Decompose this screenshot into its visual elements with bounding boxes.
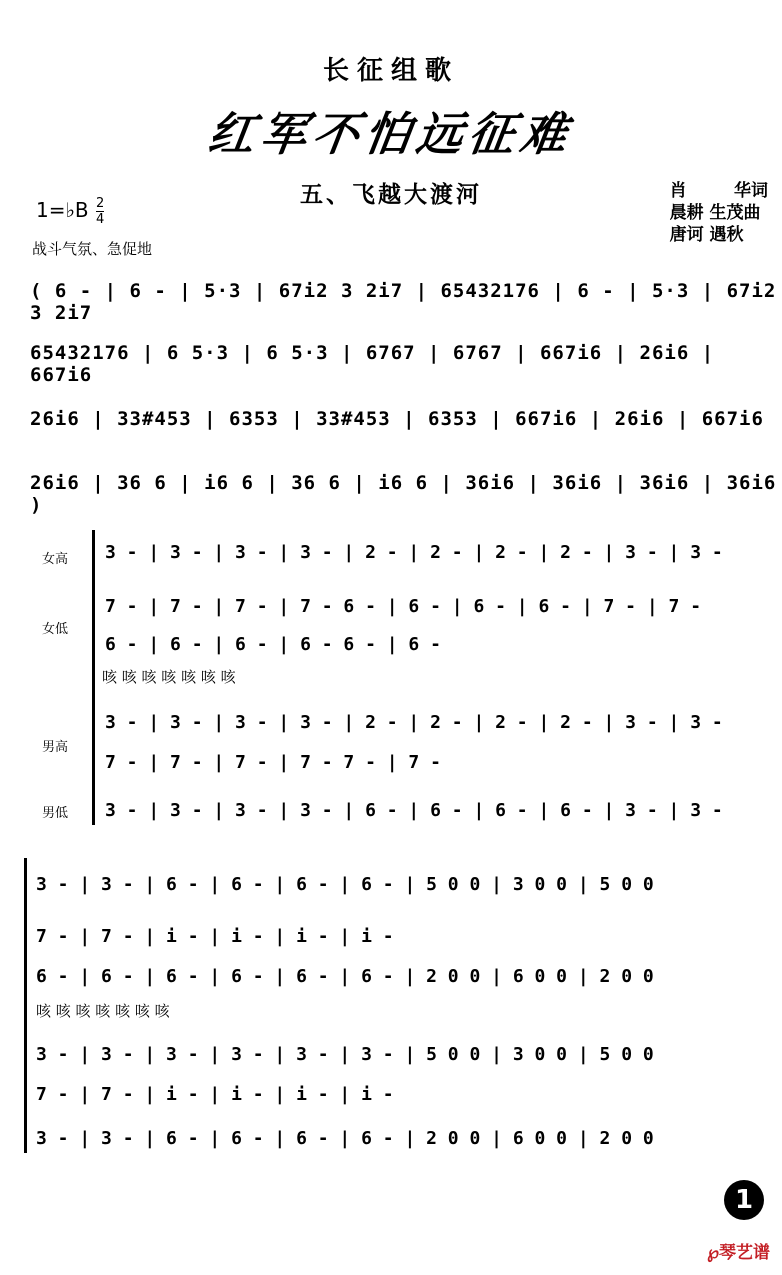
part-label: 女低 xyxy=(42,622,69,637)
staff-row: 3 - | 3 - | 3 - | 3 - | 6 - | 6 - | 6 - | 6 - | 3 - | 3 - xyxy=(105,800,723,821)
lyrics: 咳 咳 咳 咳 咳 咳 咳 xyxy=(102,668,236,686)
staff-row: 3 - | 3 - | 3 - | 3 - | 3 - | 3 - | 5 0 0 | 3 0 0 | 5 0 0 xyxy=(36,1044,654,1065)
credits xyxy=(670,180,768,246)
credit-line: 唐诃 遇秋 xyxy=(669,225,744,245)
part-label: 男高 xyxy=(42,740,69,755)
intro-line: 65432176 | 6 5·3 | 6 5·3 | 6767 | 6767 | 667i6 | 26i6 | 667i6 xyxy=(30,342,715,386)
staff-row: 3 - | 3 - | 3 - | 3 - | 2 - | 2 - | 2 - | 2 - | 3 - | 3 - xyxy=(105,712,723,733)
staff-row: 3 - | 3 - | 6 - | 6 - | 6 - | 6 - | 2 0 0 | 6 0 0 | 2 0 0 xyxy=(36,1128,654,1149)
system-bracket xyxy=(92,530,95,825)
staff-row: 7 - | 7 - | i - | i - | i - | i - xyxy=(36,1084,394,1105)
page-number-badge: 1 xyxy=(724,1180,764,1220)
staff-row: 7 - | 7 - | 7 - | 7 - 6 - | 6 - | 6 - | 6 - | 7 - | 7 - xyxy=(105,596,702,617)
staff-row: 7 - | 7 - | i - | i - | i - | i - xyxy=(36,926,394,947)
tempo-marking: 战斗气氛、急促地 xyxy=(32,240,153,258)
intro-line: 26i6 | 36 6 | i6 6 | 36 6 | i6 6 | 36i6 | 36i6 | 36i6 | 36i6 ) xyxy=(30,472,777,516)
credit-line: 晨耕 生茂曲 xyxy=(669,203,761,223)
staff-row: 7 - | 7 - | 7 - | 7 - 7 - | 7 - xyxy=(105,752,441,773)
system-bracket xyxy=(24,858,27,1153)
brand-mark-icon: ℘ xyxy=(707,1243,719,1263)
staff-row: 6 - | 6 - | 6 - | 6 - 6 - | 6 - xyxy=(105,634,441,655)
intro-line: ( 6 - | 6 - | 5·3 | 67i2 3 2i7 | 65432176 | 6 - | 5·3 | 67i2 3 2i7 xyxy=(30,280,777,324)
lyrics: 咳 咳 咳 咳 咳 咳 咳 xyxy=(36,1002,170,1020)
part-label: 男低 xyxy=(42,806,69,821)
credit-line: 肖 华词 xyxy=(669,181,768,201)
staff-row: 3 - | 3 - | 6 - | 6 - | 6 - | 6 - | 5 0 0 | 3 0 0 | 5 0 0 xyxy=(36,874,654,895)
part-label: 女高 xyxy=(42,552,69,567)
staff-row: 6 - | 6 - | 6 - | 6 - | 6 - | 6 - | 2 0 0 | 6 0 0 | 2 0 0 xyxy=(36,966,654,987)
staff-row: 3 - | 3 - | 3 - | 3 - | 2 - | 2 - | 2 - | 2 - | 3 - | 3 - xyxy=(105,542,723,563)
brand-logo: ℘琴艺谱 xyxy=(707,1243,770,1263)
key-signature: 1=♭B xyxy=(36,198,89,222)
calligraphy-title: 红军不怕远征难 xyxy=(204,107,577,161)
intro-line: 26i6 | 33#453 | 6353 | 33#453 | 6353 | 667i6 | 26i6 | 667i6 xyxy=(30,408,764,430)
time-signature: 2 4 xyxy=(96,196,105,227)
section-title: 五、飞越大渡河 xyxy=(300,182,482,208)
subtitle: 长征组歌 xyxy=(322,56,459,86)
